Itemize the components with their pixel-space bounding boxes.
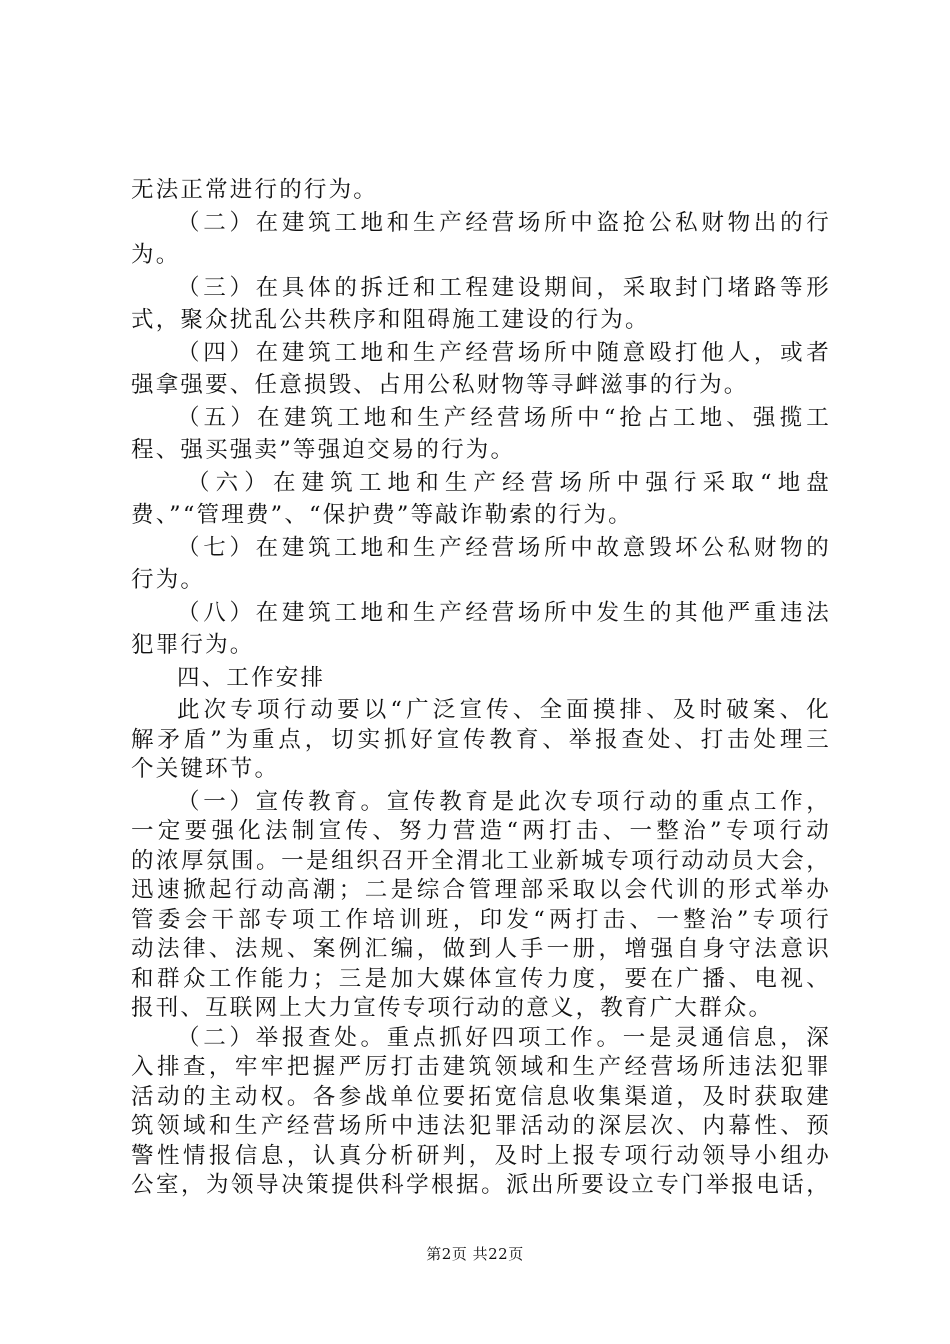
text-line: 报刊、互联网上大力宣传专项行动的意义，教育广大群众。 [131, 995, 774, 1021]
text-line: （八）在建筑工地和生产经营场所中发生的其他严重违法 [177, 599, 831, 626]
text-line: 此次专项行动要以“广泛宣传、全面摸排、及时破案、化 [177, 697, 831, 723]
text-line: 程、强买强卖”等强迫交易的行为。 [131, 437, 516, 463]
text-line: 活动的主动权。各参战单位要拓宽信息收集渠道，及时获取建 [131, 1083, 831, 1110]
text-line: 无法正常进行的行为。 [131, 177, 379, 203]
text-line: 费、”“管理费”、“保护费”等敲诈勒索的行为。 [131, 502, 633, 528]
text-line: （六）在建筑工地和生产经营场所中强行采取“地盘 [187, 469, 831, 496]
page-number: 第2页 共22页 [426, 1245, 524, 1263]
text-line: 为。 [131, 242, 181, 268]
text-line: （三）在具体的拆迁和工程建设期间，采取封门堵路等形 [177, 274, 831, 301]
text-line: 式，聚众扰乱公共秩序和阻碍施工建设的行为。 [131, 307, 650, 333]
text-line: （一）宣传教育。宣传教育是此次专项行动的重点工作， [177, 788, 831, 815]
text-line: 和群众工作能力；三是加大媒体宣传力度，要在广播、电视、 [131, 965, 831, 992]
text-line: 警性情报信息，认真分析研判，及时上报专项行动领导小组办 [131, 1142, 831, 1169]
text-line: 行为。 [131, 567, 206, 593]
text-line: （七）在建筑工地和生产经营场所中故意毁坏公私财物的 [177, 534, 831, 561]
text-line: 的浓厚氛围。一是组织召开全渭北工业新城专项行动动员大会， [131, 847, 831, 874]
text-line: 管委会干部专项工作培训班，印发“两打击、一整治”专项行 [131, 906, 831, 933]
text-line: （二）举报查处。重点抓好四项工作。一是灵通信息，深 [177, 1024, 831, 1051]
section-heading: 四、工作安排 [177, 664, 326, 691]
text-line: 犯罪行为。 [131, 632, 255, 658]
text-line: 强拿强要、任意损毁、占用公私财物等寻衅滋事的行为。 [131, 372, 749, 398]
text-line: 一定要强化法制宣传、努力营造“两打击、一整治”专项行动 [131, 818, 831, 844]
text-line: 解矛盾”为重点，切实抓好宣传教育、举报查处、打击处理三 [131, 726, 831, 753]
text-line: 个关键环节。 [131, 756, 280, 782]
text-line: （四）在建筑工地和生产经营场所中随意殴打他人，或者 [177, 339, 831, 366]
text-line: 迅速掀起行动高潮；二是综合管理部采取以会代训的形式举办 [131, 877, 831, 903]
text-line: （五）在建筑工地和生产经营场所中“抢占工地、强揽工 [177, 404, 831, 431]
text-line: 公室，为领导决策提供科学根据。派出所要设立专门举报电话， [131, 1172, 831, 1198]
text-line: 动法律、法规、案例汇编，做到人手一册，增强自身守法意识 [131, 936, 831, 962]
text-line: （二）在建筑工地和生产经营场所中盗抢公私财物出的行 [177, 209, 831, 236]
text-line: 筑领域和生产经营场所中违法犯罪活动的深层次、内幕性、预 [131, 1113, 831, 1139]
text-line: 入排查，牢牢把握严厉打击建筑领域和生产经营场所违法犯罪 [131, 1054, 831, 1080]
document-body [131, 176, 831, 1201]
